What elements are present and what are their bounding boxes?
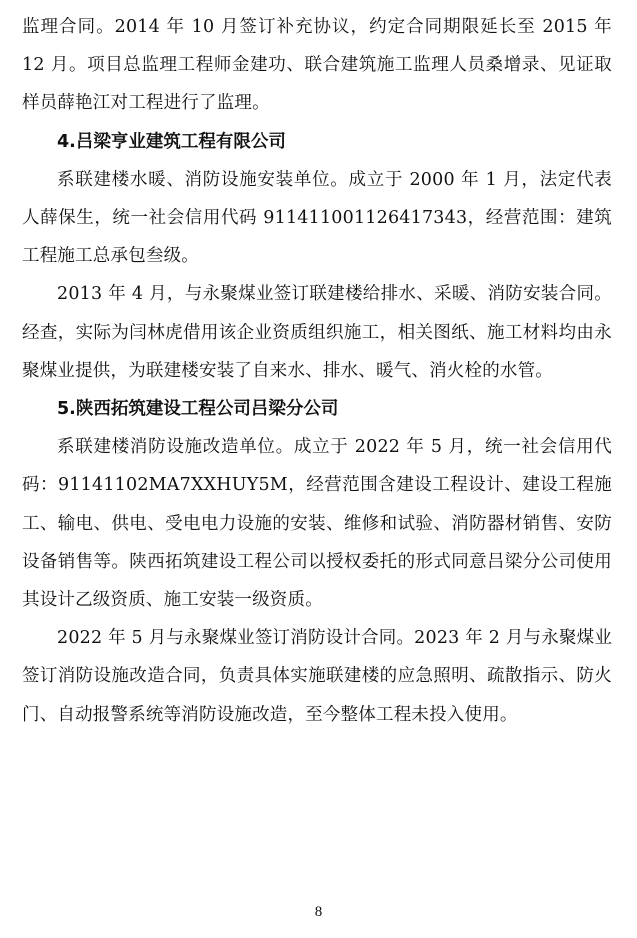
paragraph-4: 系联建楼消防设施改造单位。成立于 2022 年 5 月，统一社会信用代码：91141102MA7XXHUY5M，经营范围含建设工程设计、建设工程施工、输电、供电、受电电力设施的安装、维修和试验、消防器材销售、安防设备销售等。陕西拓筑建设工程公司以授权委托的形式同意吕梁分公司使用其设计乙级资质、施工安装一级资质。 [22,437,612,611]
document-page [22,8,612,734]
paragraph-3: 2013 年 4 月，与永聚煤业签订联建楼给排水、采暖、消防安装合同。经查，实际为闫林虎借用该企业资质组织施工，相关图纸、施工材料均由永聚煤业提供，为联建楼安装了自来水、排水、暖气、消火栓的水管。 [22,284,612,381]
paragraph-5: 2022 年 5 月与永聚煤业签订消防设计合同。2023 年 2 月与永聚煤业签订消防设施改造合同，负责具体实施联建楼的应急照明、疏散指示、防火门、自动报警系统等消防设施改造，至今整体工程未投入使用。 [22,628,613,725]
page-number: 8 [314,904,323,920]
paragraph-2: 系联建楼水暖、消防设施安装单位。成立于 2000 年 1 月，法定代表人薛保生，统一社会信用代码 911411001126417343，经营范围：建筑工程施工总承包叁级。 [22,169,612,267]
section-heading-4: 4.吕梁亨业建筑工程有限公司 [57,131,286,152]
paragraph-1: 监理合同。2014 年 10 月签订补充协议，约定合同期限延长至 2015 年 12 月。项目总监理工程师金建功、联合建筑施工监理人员桑增录、见证取样员薛艳江对工程进行了监理。 [22,17,612,114]
section-heading-5: 5.陕西拓筑建设工程公司吕梁分公司 [57,399,339,420]
